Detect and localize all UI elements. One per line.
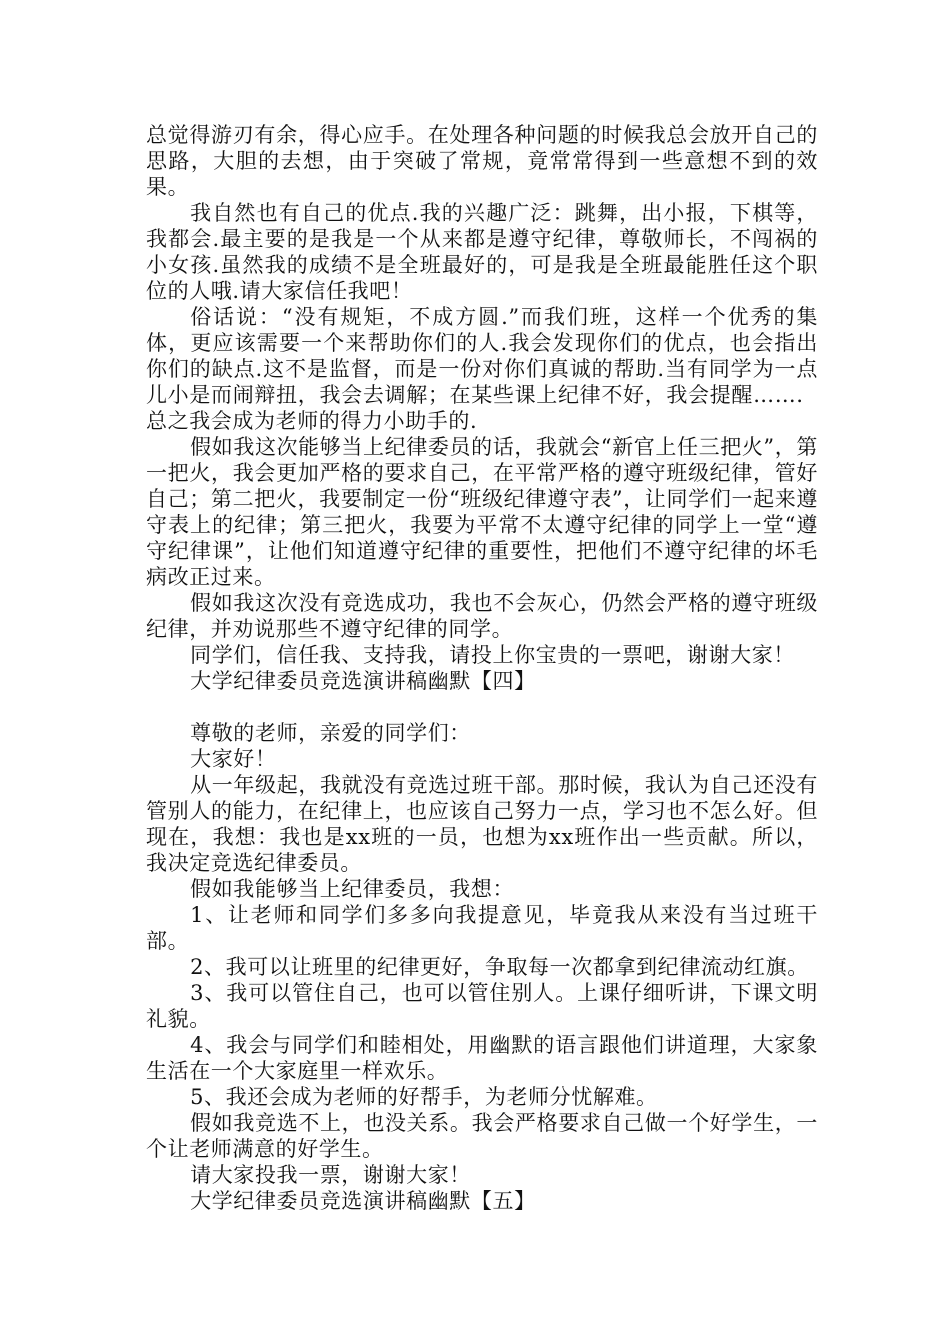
list-item: 4、我会与同学们和睦相处，用幽默的语言跟他们讲道理，大家象生活在一个大家庭里一样欢乐。: [146, 1033, 818, 1083]
paragraph: 假如我能够当上纪律委员，我想：: [190, 877, 515, 901]
list-item: 5、我还会成为老师的好帮手，为老师分忧解难。: [190, 1085, 658, 1109]
section-heading: 大学纪律委员竞选演讲稿幽默【五】: [190, 1189, 536, 1213]
paragraph: 从一年级起，我就没有竞选过班干部。那时候，我认为自己还没有管别人的能力，在纪律上，也应该自己努力一点，学习也不怎么好。但现在，我想：我也是xx班的一员，也想为xx班作出一些贡献。所以，我决定竞选纪律委员。: [146, 773, 818, 875]
document-page: [146, 122, 818, 1214]
paragraph: 俗话说：“没有规矩，不成方圆.”而我们班，这样一个优秀的集体，更应该需要一个来帮助你们的人.我会发现你们的优点，也会指出你们的缺点.这不是监督，而是一份对你们真诚的帮助.当有同学为一点儿小是而闹辩扭，我会去调解；在某些课上纪律不好，我会提醒……．总之我会成为老师的得力小助手的.: [146, 305, 818, 433]
greeting: 大家好！: [190, 747, 277, 771]
list-item: 2、我可以让班里的纪律更好，争取每一次都拿到纪律流动红旗。: [190, 955, 809, 979]
list-item: 1、让老师和同学们多多向我提意见，毕竟我从来没有当过班干部。: [146, 903, 818, 953]
paragraph: 我自然也有自己的优点.我的兴趣广泛：跳舞，出小报，下棋等，我都会.最主要的是我是一个从来都是遵守纪律，尊敬师长，不闯祸的小女孩.虽然我的成绩不是全班最好的，可是我是全班最能胜任这个职位的人哦.请大家信任我吧！: [146, 201, 818, 303]
section-b: [146, 720, 818, 1214]
blank-line: [146, 694, 818, 720]
paragraph: 假如我这次能够当上纪律委员的话，我就会“新官上任三把火”，第一把火，我会更加严格的要求自己，在平常严格的遵守班级纪律，管好自己；第二把火，我要制定一份“班级纪律遵守表”，让同学们一起来遵守表上的纪律；第三把火，我要为平常不太遵守纪律的同学上一堂“遵守纪律课”，让他们知道遵守纪律的重要性，把他们不遵守纪律的坏毛病改正过来。: [146, 435, 818, 589]
section-a: [146, 122, 818, 694]
list-item: 3、我可以管住自己，也可以管住别人。上课仔细听讲，下课文明礼貌。: [146, 981, 818, 1031]
closing: 请大家投我一票，谢谢大家！: [190, 1163, 471, 1187]
paragraph: 假如我竞选不上，也没关系。我会严格要求自己做一个好学生，一个让老师满意的好学生。: [146, 1111, 818, 1161]
paragraph: 总觉得游刃有余，得心应手。在处理各种问题的时候我总会放开自己的思路，大胆的去想，由于突破了常规，竟常常得到一些意想不到的效果。: [146, 123, 818, 199]
paragraph: 同学们，信任我、支持我，请投上你宝贵的一票吧，谢谢大家！: [190, 643, 795, 667]
salutation: 尊敬的老师，亲爱的同学们：: [190, 721, 471, 745]
section-heading: 大学纪律委员竞选演讲稿幽默【四】: [190, 669, 536, 693]
paragraph: 假如我这次没有竞选成功，我也不会灰心，仍然会严格的遵守班级纪律，并劝说那些不遵守纪律的同学。: [146, 591, 818, 641]
